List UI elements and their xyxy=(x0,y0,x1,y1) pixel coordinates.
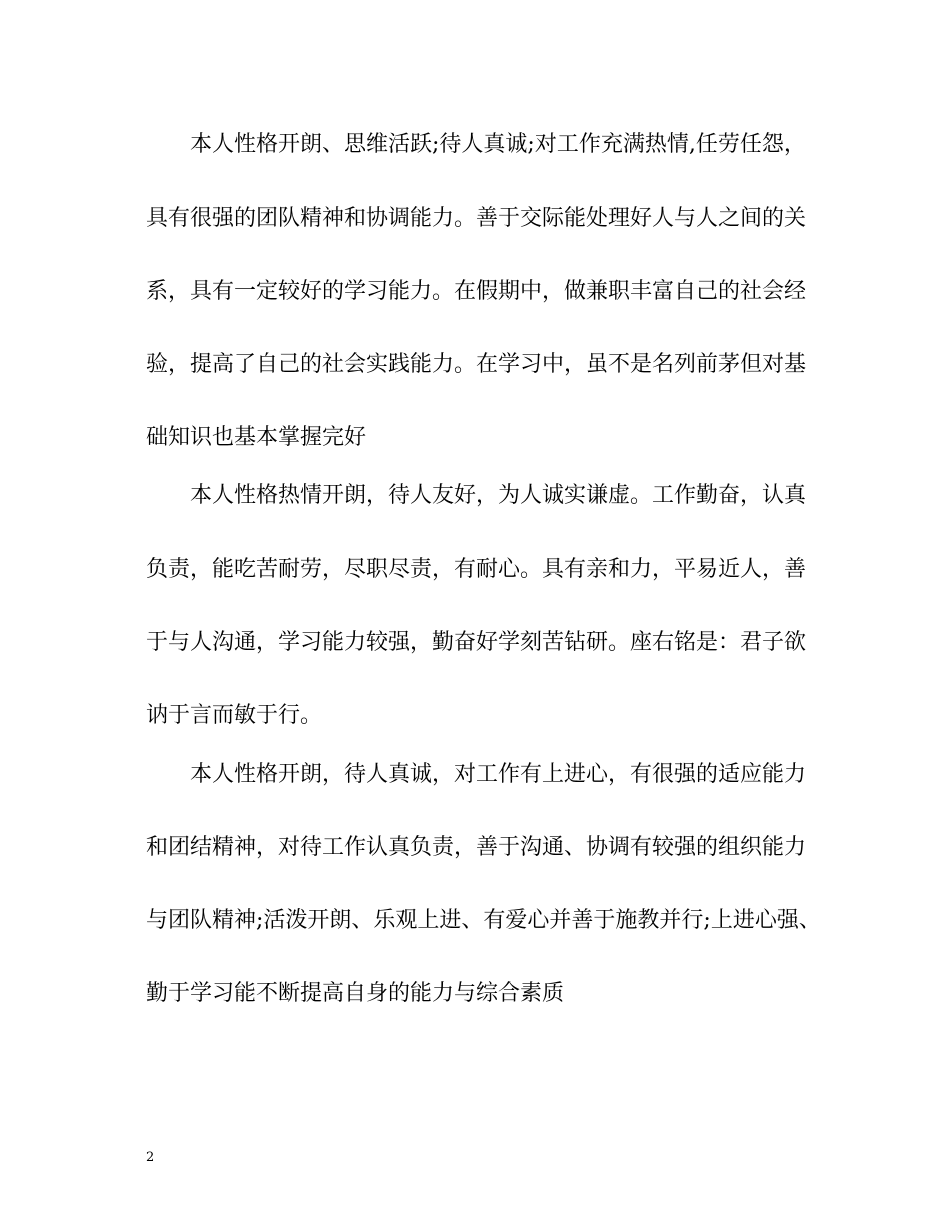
paragraph-3-line-3: 与团队精神;活泼开朗、乐观上进、有爱心并善于施教并行;上进心强、 xyxy=(146,908,821,933)
paragraph-3-line-4: 勤于学习能不断提高自身的能力与综合素质 xyxy=(146,981,565,1006)
paragraph-2-line-2: 负责，能吃苦耐劳，尽职尽责，有耐心。具有亲和力，平易近人，善 xyxy=(146,557,807,582)
paragraph-2-line-3: 于与人沟通，学习能力较强，勤奋好学刻苦钻研。座右铭是：君子欲 xyxy=(146,630,807,655)
paragraph-2-line-1: 本人性格热情开朗，待人友好，为人诚实谦虚。工作勤奋，认真 xyxy=(190,483,807,508)
paragraph-1-line-3: 系，具有一定较好的学习能力。在假期中，做兼职丰富自己的社会经 xyxy=(146,279,807,304)
page-number: 2 xyxy=(146,1150,155,1165)
paragraph-2-line-4: 讷于言而敏于行。 xyxy=(146,703,323,728)
paragraph-1-line-4: 验，提高了自己的社会实践能力。在学习中，虽不是名列前茅但对基 xyxy=(146,352,807,377)
paragraph-1-line-2: 具有很强的团队精神和协调能力。善于交际能处理好人与人之间的关 xyxy=(146,206,807,231)
paragraph-3-line-1: 本人性格开朗，待人真诚，对工作有上进心，有很强的适应能力 xyxy=(190,762,807,787)
paragraph-1-line-5: 础知识也基本掌握完好 xyxy=(146,425,367,450)
paragraph-3-line-2: 和团结精神，对待工作认真负责，善于沟通、协调有较强的组织能力 xyxy=(146,835,807,860)
paragraph-1-line-1: 本人性格开朗、思维活跃;待人真诚;对工作充满热情,任劳任怨， xyxy=(190,132,806,157)
